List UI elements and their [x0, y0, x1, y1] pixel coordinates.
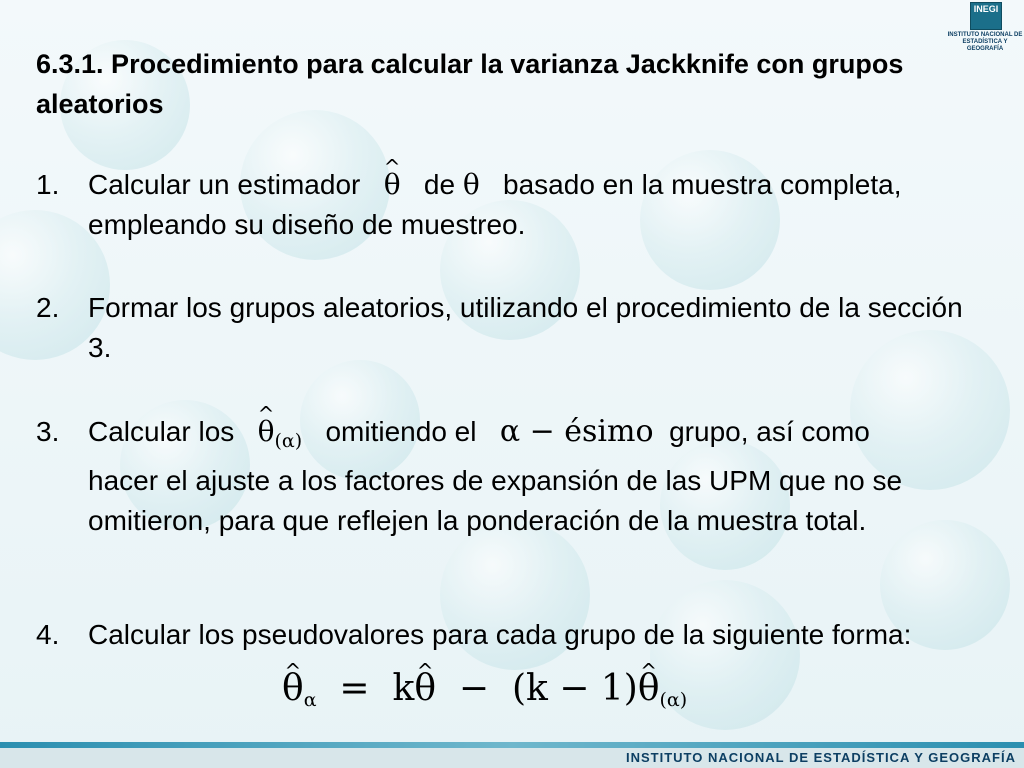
step-number: 4. — [36, 619, 60, 650]
theta-symbol: θ — [462, 168, 480, 201]
formula-minus: − — [458, 668, 490, 709]
step-3-text-rest: hacer el ajuste a los factores de expansión de las UPM que no se omitieron, para que reflejen la ponderación de la muestra total. — [88, 465, 903, 536]
formula-rhs-sub: (α) — [659, 689, 688, 711]
formula-lhs-sub: α — [303, 689, 317, 711]
alpha-esimo-term: α − ésimo — [499, 414, 654, 449]
step-number: 3. — [36, 416, 60, 447]
formula-paren: (k − 1) — [511, 668, 638, 709]
logo-caption: INSTITUTO NACIONAL DE ESTADÍSTICA Y GEOGRAFÍA — [947, 32, 1023, 52]
footer-stripe — [0, 742, 1024, 748]
formula-lhs-theta: ^ θ — [282, 664, 304, 714]
step-3 — [88, 412, 998, 541]
theta-hat-symbol: ^ θ — [258, 412, 275, 452]
step-3-text-after: grupo, así como — [669, 416, 870, 447]
formula-rhs-theta: ^ θ — [638, 664, 660, 714]
step-number: 2. — [36, 292, 60, 323]
footer-bar — [0, 742, 1024, 768]
step-2: Formar los grupos aleatorios, utilizando el procedimiento de la sección 3. — [88, 292, 963, 363]
slide-title: 6.3.1. Procedimiento para calcular la varianza Jackknife con grupos aleatorios — [36, 49, 904, 119]
alpha-subscript: (α) — [274, 430, 303, 452]
step-1-text-before: Calcular un estimador — [88, 169, 361, 200]
formula-equals: = — [339, 668, 370, 709]
formula-theta: ^ θ — [414, 664, 436, 714]
step-3-text-before: Calcular los — [88, 416, 235, 447]
step-1-text-after: basado en la muestra completa, empleando su diseño de muestreo. — [88, 169, 902, 240]
formula-k: k — [392, 668, 415, 709]
theta-hat-symbol: ^ θ — [384, 165, 401, 205]
pseudovalue-formula — [282, 664, 687, 725]
step-3-text-middle: omitiendo el — [325, 416, 477, 447]
step-1-text-middle: de — [423, 169, 456, 200]
step-1 — [88, 165, 968, 245]
inegi-logo — [946, 0, 1024, 50]
step-4: Calcular los pseudovalores para cada grupo de la siguiente forma: — [88, 619, 912, 650]
step-number: 1. — [36, 169, 60, 200]
inegi-logo-icon — [970, 2, 1002, 30]
logo-brand: INEGI — [973, 4, 999, 14]
footer-text: INSTITUTO NACIONAL DE ESTADÍSTICA Y GEOGRAFÍA — [625, 750, 1016, 765]
